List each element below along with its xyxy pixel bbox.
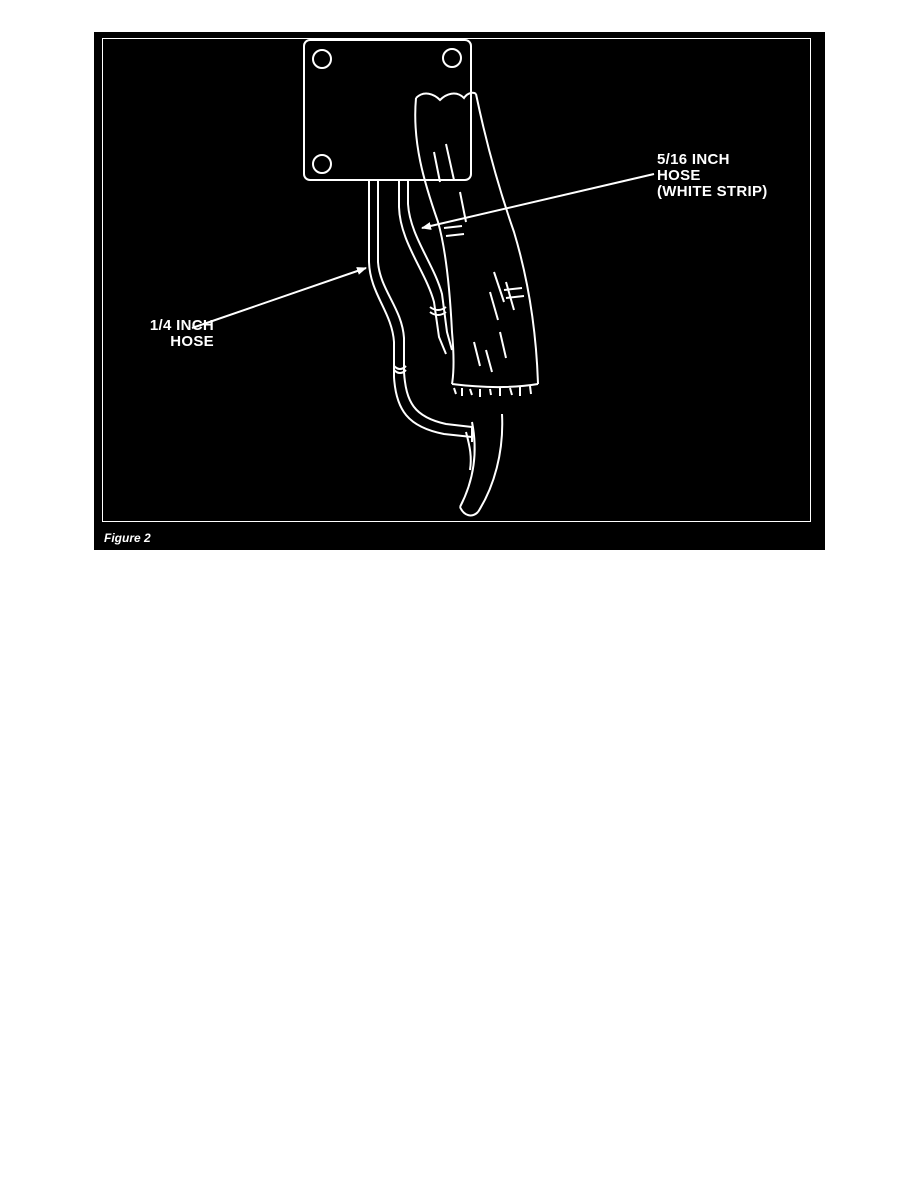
- mounting-plate: [304, 40, 471, 180]
- hose-diagram: [94, 32, 825, 550]
- figure-panel: [94, 32, 825, 550]
- figure-caption: Figure 2: [104, 531, 151, 545]
- leader-line-five-sixteenth: [422, 174, 654, 228]
- callout-quarter-inch-line-1: 1/4 INCH: [149, 317, 214, 334]
- callout-five-sixteenth-line-3: (WHITE STRIP): [657, 183, 768, 200]
- five-sixteenth-hose: [399, 180, 452, 354]
- callout-five-sixteenth-line-1: 5/16 INCH: [657, 151, 730, 168]
- callout-quarter-inch-line-2: HOSE: [170, 333, 214, 350]
- callout-quarter-inch-hose: [108, 318, 214, 350]
- callout-five-sixteenth-line-2: HOSE: [657, 167, 701, 184]
- quarter-inch-hose: [369, 180, 472, 437]
- main-hose: [460, 414, 502, 515]
- callout-five-sixteenth-hose: [657, 152, 827, 200]
- leader-line-quarter-inch: [192, 268, 366, 328]
